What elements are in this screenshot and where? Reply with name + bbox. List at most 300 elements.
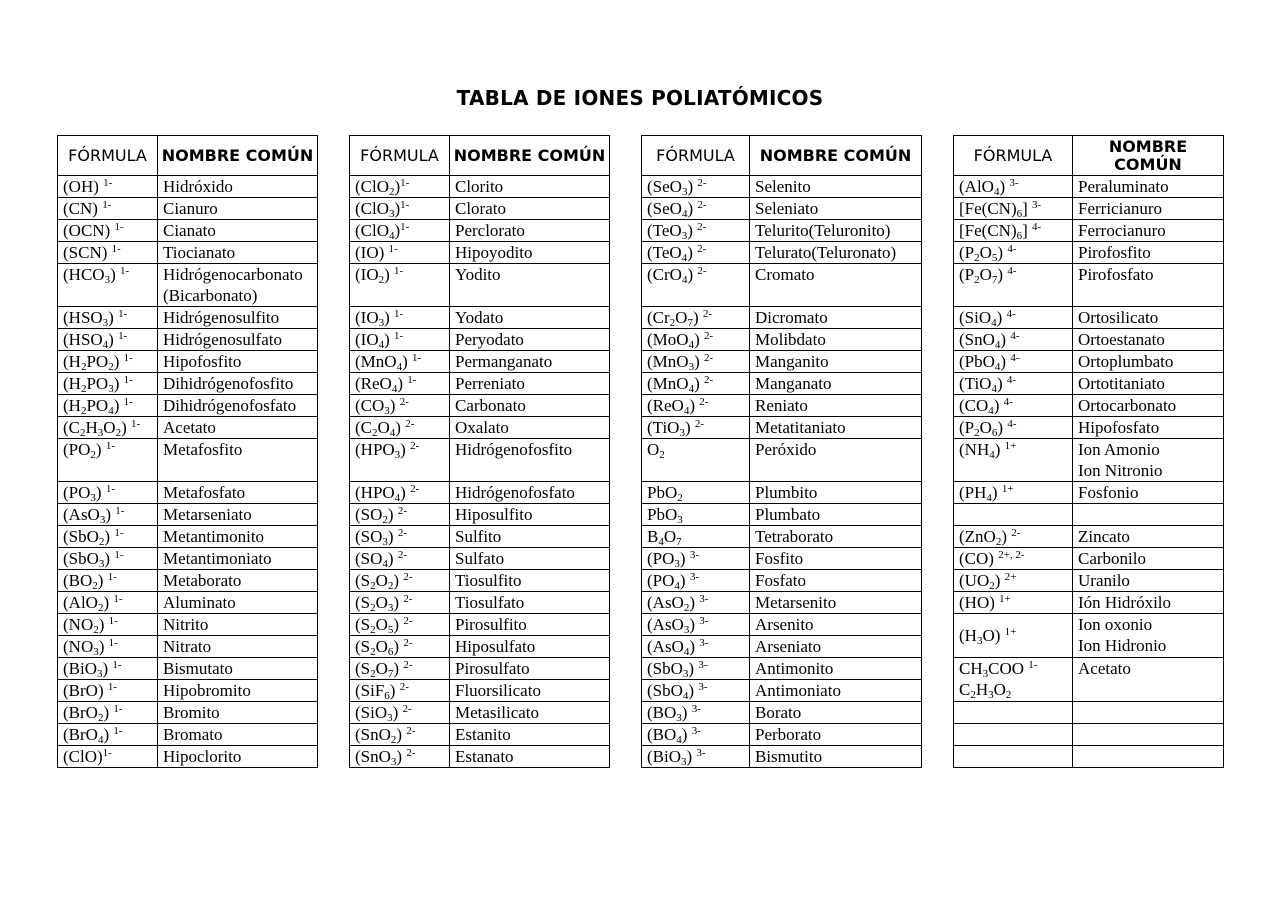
nombre-cell: Plumbato xyxy=(750,504,922,526)
formula-cell: (PbO$_4$) $^{4-}$ xyxy=(954,351,1073,373)
nombre-cell: Yodato xyxy=(450,307,610,329)
column-gap xyxy=(318,614,350,636)
formula-cell: (HO) $^{1+}$ xyxy=(954,592,1073,614)
column-gap xyxy=(922,570,954,592)
formula-cell xyxy=(954,724,1073,746)
nombre-cell: Clorato xyxy=(450,198,610,220)
nombre-cell: Estanito xyxy=(450,724,610,746)
nombre-cell: Ortoestanato xyxy=(1073,329,1224,351)
column-gap xyxy=(610,242,642,264)
nombre-cell: Hiposulfato xyxy=(450,636,610,658)
column-gap xyxy=(610,220,642,242)
column-gap xyxy=(610,702,642,724)
column-gap xyxy=(318,636,350,658)
nombre-cell: Fosfato xyxy=(750,570,922,592)
table-row xyxy=(58,592,1224,614)
nombre-cell: Hidrógenocarbonato (Bicarbonato) xyxy=(158,264,318,307)
nombre-cell: Pirosulfato xyxy=(450,658,610,680)
table-row xyxy=(58,570,1224,592)
column-header-formula: FÓRMULA xyxy=(58,136,158,176)
formula-cell: $(BO_4)$ $^{3-}$ xyxy=(642,724,750,746)
nombre-cell: Antimonito xyxy=(750,658,922,680)
nombre-cell: Reniato xyxy=(750,395,922,417)
column-gap xyxy=(922,242,954,264)
formula-cell: $[Fe(CN)_6]$ $^{3-}$ xyxy=(954,198,1073,220)
nombre-cell: Fluorsilicato xyxy=(450,680,610,702)
column-gap xyxy=(610,264,642,307)
formula-cell: $(PO_4)$ $^{3-}$ xyxy=(642,570,750,592)
formula-cell: (AlO$_4$) $^{3-}$ xyxy=(954,176,1073,198)
nombre-cell: Oxalato xyxy=(450,417,610,439)
column-gap xyxy=(318,417,350,439)
formula-cell: (SbO$_3$) $^{1-}$ xyxy=(58,548,158,570)
nombre-cell: Zincato xyxy=(1073,526,1224,548)
nombre-cell: Bismutato xyxy=(158,658,318,680)
table-row xyxy=(58,220,1224,242)
formula-cell: (TiO$_3$) $^{2-}$ xyxy=(642,417,750,439)
table-row xyxy=(58,526,1224,548)
formula-cell: (BiO$_3$) $^{3-}$ xyxy=(642,746,750,768)
formula-cell: $(H_3O)$ $^{1+}$ xyxy=(954,614,1073,658)
formula-cell: $(BO_3)$ $^{3-}$ xyxy=(642,702,750,724)
column-gap xyxy=(922,724,954,746)
formula-cell: $(PO_2)$ $^{1-}$ xyxy=(58,439,158,482)
nombre-cell: Ion oxonio Ion Hidronio xyxy=(1073,614,1224,658)
formula-cell: $(SO_2)$ $^{2-}$ xyxy=(350,504,450,526)
formula-cell: $CH_3COO$ $^{1-}$ $C_2H_3O_2$ xyxy=(954,658,1073,702)
nombre-cell xyxy=(1073,746,1224,768)
formula-cell: $(BO_2)$ $^{1-}$ xyxy=(58,570,158,592)
column-header-formula: FÓRMULA xyxy=(642,136,750,176)
column-gap xyxy=(610,395,642,417)
nombre-cell: Metarseniato xyxy=(158,504,318,526)
formula-cell: (MnO$_4$) $^{1-}$ xyxy=(350,351,450,373)
nombre-cell: Ortocarbonato xyxy=(1073,395,1224,417)
formula-cell: $(S_2O_6)$ $^{2-}$ xyxy=(350,636,450,658)
formula-cell: (MnO$_3$) $^{2-}$ xyxy=(642,351,750,373)
column-gap xyxy=(922,658,954,680)
formula-cell: $(UO_2)$ $^{2+}$ xyxy=(954,570,1073,592)
column-gap xyxy=(610,614,642,636)
column-gap xyxy=(318,482,350,504)
formula-cell: (ReO$_4$) $^{2-}$ xyxy=(642,395,750,417)
nombre-cell: Borato xyxy=(750,702,922,724)
formula-cell: $(H_2PO_4)$ $^{1-}$ xyxy=(58,395,158,417)
table-row xyxy=(58,417,1224,439)
formula-cell: (CO) $^{2+, 2-}$ xyxy=(954,548,1073,570)
column-gap xyxy=(610,439,642,482)
nombre-cell: Metaborato xyxy=(158,570,318,592)
column-gap xyxy=(922,198,954,220)
nombre-cell: Ión Hidróxilo xyxy=(1073,592,1224,614)
nombre-cell: Yodito xyxy=(450,264,610,307)
nombre-cell: Fosfito xyxy=(750,548,922,570)
nombre-cell: Nitrito xyxy=(158,614,318,636)
formula-cell: $(P_2O_6)$ $^{4-}$ xyxy=(954,417,1073,439)
formula-cell: (ClO)$^{1-}$ xyxy=(58,746,158,768)
formula-cell: $(IO_4)$ $^{1-}$ xyxy=(350,329,450,351)
formula-cell: (SiO$_4$) $^{4-}$ xyxy=(954,307,1073,329)
column-gap xyxy=(610,351,642,373)
nombre-cell: Estanato xyxy=(450,746,610,768)
nombre-cell: Permanganato xyxy=(450,351,610,373)
nombre-cell: Dicromato xyxy=(750,307,922,329)
nombre-cell: Tiosulfito xyxy=(450,570,610,592)
nombre-cell: Ferricianuro xyxy=(1073,198,1224,220)
formula-cell: $(S_2O_3)$ $^{2-}$ xyxy=(350,592,450,614)
column-gap xyxy=(318,329,350,351)
column-header-formula: FÓRMULA xyxy=(954,136,1073,176)
formula-cell: $(HPO_4)$ $^{2-}$ xyxy=(350,482,450,504)
column-gap xyxy=(318,724,350,746)
nombre-cell: Hidrógenosulfato xyxy=(158,329,318,351)
formula-cell: (TiO$_4$) $^{4-}$ xyxy=(954,373,1073,395)
column-gap xyxy=(318,526,350,548)
column-gap xyxy=(922,702,954,724)
formula-cell xyxy=(954,746,1073,768)
nombre-cell: Pirofosfito xyxy=(1073,242,1224,264)
nombre-cell: Telurato(Teluronato) xyxy=(750,242,922,264)
column-gap xyxy=(318,570,350,592)
formula-cell: (BrO$_4$) $^{1-}$ xyxy=(58,724,158,746)
formula-cell: (ZnO$_2$) $^{2-}$ xyxy=(954,526,1073,548)
nombre-cell: Metasilicato xyxy=(450,702,610,724)
formula-cell: $(CO_3)$ $^{2-}$ xyxy=(350,395,450,417)
nombre-cell: Molibdato xyxy=(750,329,922,351)
formula-cell: $(IO_2)$ $^{1-}$ xyxy=(350,264,450,307)
column-gap xyxy=(922,636,954,658)
nombre-cell: Manganato xyxy=(750,373,922,395)
nombre-cell: Tiosulfato xyxy=(450,592,610,614)
column-gap xyxy=(922,136,954,176)
formula-cell: (AsO$_4$) $^{3-}$ xyxy=(642,636,750,658)
nombre-cell: Carbonato xyxy=(450,395,610,417)
table-row xyxy=(58,307,1224,329)
nombre-cell: Hipoyodito xyxy=(450,242,610,264)
formula-cell: $(ClO_3)^{1-}$ xyxy=(350,198,450,220)
nombre-cell: Ortotitaniato xyxy=(1073,373,1224,395)
formula-cell: $(PH_4)$ $^{1+}$ xyxy=(954,482,1073,504)
column-gap xyxy=(318,439,350,482)
nombre-cell: Sulfato xyxy=(450,548,610,570)
nombre-cell: Telurito(Teluronito) xyxy=(750,220,922,242)
column-gap xyxy=(610,680,642,702)
formula-cell: PbO$_2$ xyxy=(642,482,750,504)
table-row xyxy=(58,724,1224,746)
formula-cell: $(P_2O_5)$ $^{4-}$ xyxy=(954,242,1073,264)
nombre-cell: Sulfito xyxy=(450,526,610,548)
nombre-cell: Peraluminato xyxy=(1073,176,1224,198)
formula-cell: $(P_2O_7)$ $^{4-}$ xyxy=(954,264,1073,307)
column-gap xyxy=(610,548,642,570)
column-gap xyxy=(318,307,350,329)
formula-cell: (AlO$_2$) $^{1-}$ xyxy=(58,592,158,614)
nombre-cell: Hiposulfito xyxy=(450,504,610,526)
formula-cell: (SnO$_2$) $^{2-}$ xyxy=(350,724,450,746)
table-row xyxy=(58,395,1224,417)
nombre-cell: Ortoplumbato xyxy=(1073,351,1224,373)
formula-cell: (TeO$_4$) $^{2-}$ xyxy=(642,242,750,264)
column-gap xyxy=(922,417,954,439)
column-gap xyxy=(610,482,642,504)
formula-cell: $(ClO_4)^{1-}$ xyxy=(350,220,450,242)
formula-cell: (IO) $^{1-}$ xyxy=(350,242,450,264)
formula-cell: $(C_2H_3O_2)$ $^{1-}$ xyxy=(58,417,158,439)
column-gap xyxy=(318,395,350,417)
nombre-cell: Uranilo xyxy=(1073,570,1224,592)
formula-cell: (TeO$_3$) $^{2-}$ xyxy=(642,220,750,242)
column-gap xyxy=(610,136,642,176)
column-gap xyxy=(318,680,350,702)
column-gap xyxy=(922,176,954,198)
nombre-cell: Hidrógenofosfato xyxy=(450,482,610,504)
column-gap xyxy=(922,264,954,307)
formula-cell: $(CO_4)$ $^{4-}$ xyxy=(954,395,1073,417)
table-row xyxy=(58,264,1224,307)
nombre-cell: Pirofosfato xyxy=(1073,264,1224,307)
nombre-cell: Cianato xyxy=(158,220,318,242)
column-gap xyxy=(318,242,350,264)
column-gap xyxy=(318,592,350,614)
formula-cell xyxy=(954,702,1073,724)
formula-cell: (CrO$_4$) $^{2-}$ xyxy=(642,264,750,307)
formula-cell: (SbO$_4$) $^{3-}$ xyxy=(642,680,750,702)
column-gap xyxy=(610,329,642,351)
formula-cell: $(HSO_4)$ $^{1-}$ xyxy=(58,329,158,351)
nombre-cell: Bromito xyxy=(158,702,318,724)
column-gap xyxy=(318,351,350,373)
column-header-nombre: NOMBRE COMÚN xyxy=(158,136,318,176)
column-gap xyxy=(922,548,954,570)
formula-cell: (SiF$_6$) $^{2-}$ xyxy=(350,680,450,702)
column-gap xyxy=(318,658,350,680)
formula-cell: (BrO$_2$) $^{1-}$ xyxy=(58,702,158,724)
table-row xyxy=(58,614,1224,636)
nombre-cell xyxy=(1073,702,1224,724)
nombre-cell: Arseniato xyxy=(750,636,922,658)
nombre-cell: Cromato xyxy=(750,264,922,307)
nombre-cell: Bromato xyxy=(158,724,318,746)
formula-cell: $(S_2O_2)$ $^{2-}$ xyxy=(350,570,450,592)
nombre-cell: Cianuro xyxy=(158,198,318,220)
table-row xyxy=(58,373,1224,395)
nombre-cell: Metarsenito xyxy=(750,592,922,614)
formula-cell: $(NO_2)$ $^{1-}$ xyxy=(58,614,158,636)
ion-table xyxy=(57,135,1224,768)
column-gap xyxy=(610,570,642,592)
nombre-cell: Ortosilicato xyxy=(1073,307,1224,329)
nombre-cell: Fosfonio xyxy=(1073,482,1224,504)
table-row xyxy=(58,329,1224,351)
nombre-cell: Perclorato xyxy=(450,220,610,242)
table-row xyxy=(58,658,1224,680)
column-gap xyxy=(610,307,642,329)
formula-cell: $(HPO_3)$ $^{2-}$ xyxy=(350,439,450,482)
column-gap xyxy=(318,136,350,176)
nombre-cell: Acetato xyxy=(158,417,318,439)
nombre-cell xyxy=(1073,504,1224,526)
formula-cell: $(PO_3)$ $^{1-}$ xyxy=(58,482,158,504)
nombre-cell xyxy=(1073,724,1224,746)
table-row xyxy=(58,504,1224,526)
formula-cell: $(ClO_2)^{1-}$ xyxy=(350,176,450,198)
nombre-cell: Selenito xyxy=(750,176,922,198)
nombre-cell: Aluminato xyxy=(158,592,318,614)
formula-cell: $(IO_3)$ $^{1-}$ xyxy=(350,307,450,329)
nombre-cell: Metafosfato xyxy=(158,482,318,504)
nombre-cell: Metantimoniato xyxy=(158,548,318,570)
nombre-cell: Perreniato xyxy=(450,373,610,395)
formula-cell: (AsO$_3$) $^{1-}$ xyxy=(58,504,158,526)
nombre-cell: Hipofosfato xyxy=(1073,417,1224,439)
table-row xyxy=(58,176,1224,198)
column-gap xyxy=(922,329,954,351)
table-row xyxy=(58,439,1224,482)
nombre-cell: Tiocianato xyxy=(158,242,318,264)
formula-cell: $(NO_3)$ $^{1-}$ xyxy=(58,636,158,658)
column-gap xyxy=(922,351,954,373)
nombre-cell: Manganito xyxy=(750,351,922,373)
formula-cell: (SiO$_3$) $^{2-}$ xyxy=(350,702,450,724)
nombre-cell: Dihidrógenofosfito xyxy=(158,373,318,395)
nombre-cell: Hipofosfito xyxy=(158,351,318,373)
column-gap xyxy=(610,373,642,395)
nombre-cell: Metantimonito xyxy=(158,526,318,548)
formula-cell: (ReO$_4$) $^{1-}$ xyxy=(350,373,450,395)
column-gap xyxy=(318,198,350,220)
column-gap xyxy=(610,417,642,439)
formula-cell: (CN) $^{1-}$ xyxy=(58,198,158,220)
column-gap xyxy=(922,373,954,395)
formula-cell: (AsO$_3$) $^{3-}$ xyxy=(642,614,750,636)
formula-cell: (OH) $^{1-}$ xyxy=(58,176,158,198)
column-gap xyxy=(318,504,350,526)
formula-cell: $(SO_4)$ $^{2-}$ xyxy=(350,548,450,570)
formula-cell xyxy=(954,504,1073,526)
nombre-cell: Arsenito xyxy=(750,614,922,636)
column-gap xyxy=(922,439,954,482)
formula-cell: $(PO_3)$ $^{3-}$ xyxy=(642,548,750,570)
column-header-nombre: NOMBRE COMÚN xyxy=(1073,136,1224,176)
nombre-cell: Perborato xyxy=(750,724,922,746)
nombre-cell: Seleniato xyxy=(750,198,922,220)
formula-cell: $(H_2PO_2)$ $^{1-}$ xyxy=(58,351,158,373)
formula-cell: $(SO_3)$ $^{2-}$ xyxy=(350,526,450,548)
nombre-cell: Tetraborato xyxy=(750,526,922,548)
column-gap xyxy=(922,395,954,417)
column-gap xyxy=(610,746,642,768)
nombre-cell: Bismutito xyxy=(750,746,922,768)
nombre-cell: Dihidrógenofosfato xyxy=(158,395,318,417)
column-gap xyxy=(610,724,642,746)
formula-cell: $[Fe(CN)_6]$ $^{4-}$ xyxy=(954,220,1073,242)
table-row xyxy=(58,351,1224,373)
formula-cell: $(C_2O_4)$ $^{2-}$ xyxy=(350,417,450,439)
nombre-cell: Hidrógenosulfito xyxy=(158,307,318,329)
column-gap xyxy=(922,482,954,504)
page-title: TABLA DE IONES POLIATÓMICOS xyxy=(456,86,824,110)
formula-cell: $(S_2O_7)$ $^{2-}$ xyxy=(350,658,450,680)
column-gap xyxy=(610,658,642,680)
column-gap xyxy=(922,746,954,768)
column-gap xyxy=(922,220,954,242)
column-gap xyxy=(610,198,642,220)
formula-cell: $(NH_4)$ $^{1+}$ xyxy=(954,439,1073,482)
nombre-cell: Hipobromito xyxy=(158,680,318,702)
column-gap xyxy=(922,526,954,548)
column-gap xyxy=(922,504,954,526)
table-row xyxy=(58,198,1224,220)
column-gap xyxy=(922,307,954,329)
nombre-cell: Plumbito xyxy=(750,482,922,504)
column-gap xyxy=(318,548,350,570)
formula-cell: PbO$_3$ xyxy=(642,504,750,526)
nombre-cell: Hidróxido xyxy=(158,176,318,198)
formula-cell: $(HCO_3)$ $^{1-}$ xyxy=(58,264,158,307)
table-row xyxy=(58,702,1224,724)
nombre-cell: Peryodato xyxy=(450,329,610,351)
column-gap xyxy=(318,373,350,395)
nombre-cell: Pirosulfito xyxy=(450,614,610,636)
formula-cell: $O_2$ xyxy=(642,439,750,482)
formula-cell: $(S_2O_5)$ $^{2-}$ xyxy=(350,614,450,636)
column-gap xyxy=(610,526,642,548)
formula-cell: (OCN) $^{1-}$ xyxy=(58,220,158,242)
formula-cell: $(HSO_3)$ $^{1-}$ xyxy=(58,307,158,329)
nombre-cell: Acetato xyxy=(1073,658,1224,702)
table-row xyxy=(58,482,1224,504)
formula-cell: $B_4O_7$ xyxy=(642,526,750,548)
formula-cell: $(Cr_2O_7)$ $^{2-}$ xyxy=(642,307,750,329)
column-header-nombre: NOMBRE COMÚN xyxy=(450,136,610,176)
nombre-cell: Metafosfito xyxy=(158,439,318,482)
column-gap xyxy=(610,592,642,614)
column-gap xyxy=(318,264,350,307)
column-gap xyxy=(922,680,954,702)
nombre-cell: Hidrógenofosfito xyxy=(450,439,610,482)
table-row xyxy=(58,746,1224,768)
nombre-cell: Clorito xyxy=(450,176,610,198)
column-gap xyxy=(610,176,642,198)
formula-cell: (SnO$_3$) $^{2-}$ xyxy=(350,746,450,768)
formula-cell: (MnO$_4$) $^{2-}$ xyxy=(642,373,750,395)
column-gap xyxy=(610,636,642,658)
column-gap xyxy=(610,504,642,526)
column-gap xyxy=(318,176,350,198)
formula-cell: (BiO$_3$) $^{1-}$ xyxy=(58,658,158,680)
column-gap xyxy=(318,702,350,724)
nombre-cell: Carbonilo xyxy=(1073,548,1224,570)
column-gap xyxy=(922,592,954,614)
nombre-cell: Hipoclorito xyxy=(158,746,318,768)
nombre-cell: Antimoniato xyxy=(750,680,922,702)
column-header-nombre: NOMBRE COMÚN xyxy=(750,136,922,176)
nombre-cell: Ferrocianuro xyxy=(1073,220,1224,242)
column-gap xyxy=(318,220,350,242)
formula-cell: (SbO$_3$) $^{3-}$ xyxy=(642,658,750,680)
table-row xyxy=(58,242,1224,264)
formula-cell: (SeO$_4$) $^{2-}$ xyxy=(642,198,750,220)
formula-cell: (BrO) $^{1-}$ xyxy=(58,680,158,702)
formula-cell: (SbO$_2$) $^{1-}$ xyxy=(58,526,158,548)
formula-cell: (SCN) $^{1-}$ xyxy=(58,242,158,264)
formula-cell: (MoO$_4$) $^{2-}$ xyxy=(642,329,750,351)
formula-cell: (SeO$_3$) $^{2-}$ xyxy=(642,176,750,198)
column-gap xyxy=(318,746,350,768)
nombre-cell: Nitrato xyxy=(158,636,318,658)
nombre-cell: Peróxido xyxy=(750,439,922,482)
nombre-cell: Ion Amonio Ion Nitronio xyxy=(1073,439,1224,482)
